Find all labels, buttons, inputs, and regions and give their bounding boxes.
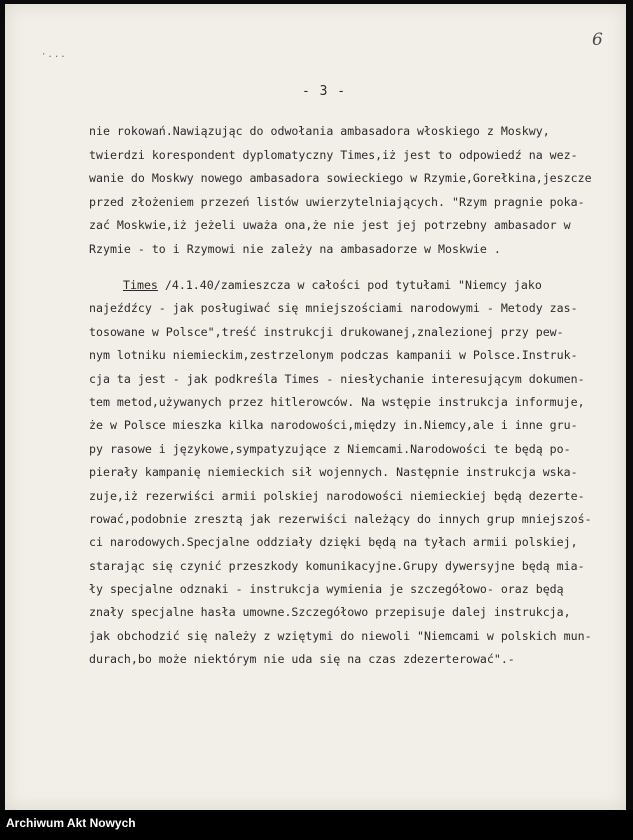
- archive-footer-bar: [0, 810, 633, 840]
- text-line: durach,bo może niektórym nie uda się na czas zdezerterować".-: [89, 652, 515, 667]
- handwritten-folio-number: 6: [592, 30, 603, 50]
- text-line: że w Polsce mieszka kilka narodowości,między in.Niemcy,ale i inne gru-: [89, 418, 578, 433]
- text-line: [89, 274, 609, 297]
- archive-label: Archiwum Akt Nowych: [6, 816, 136, 830]
- text-line: rować,podobnie zresztą jak rezerwiści należący do innych grup mniejszoś-: [89, 511, 592, 526]
- text-line: znały specjalne hasła umowne.Szczegółowo przepisuje dalej instrukcja,: [89, 605, 571, 620]
- text-line: cja ta jest - jak podkreśla Times - niesłychanie interesującym dokumen-: [89, 371, 585, 386]
- text-line: Rzymie - to i Rzymowi nie zależy na ambasadorze w Moskwie .: [89, 241, 501, 256]
- page-number: - 3 -: [302, 84, 347, 99]
- text-line: przed złożeniem przezeń listów uwierzytelniających. "Rzym pragnie poka-: [89, 194, 585, 209]
- first-line-text: /4.1.40/zamieszcza w całości pod tytułami "Niemcy jako: [157, 278, 542, 292]
- times-reference: Times: [123, 278, 158, 292]
- text-line: jak obchodzić się należy z wziętymi do niewoli "Niemcami w polskich mun-: [89, 628, 592, 643]
- text-line: starając się czynić przeszkody komunikacyjne.Grupy dywersyjne będą mia-: [89, 558, 585, 573]
- text-line: py rasowe i językowe,sympatyzujące z Niemcami.Narodowości te będą po-: [89, 441, 571, 456]
- corner-mark: ·...: [41, 50, 67, 60]
- paragraph-1: [89, 120, 609, 261]
- text-line: najeźdźcy - jak posługiwać się mniejszościami narodowymi - Metody zas-: [89, 301, 578, 316]
- paragraph-2: [89, 274, 609, 672]
- text-line: zuje,iż rezerwiści armii polskiej narodowości niemieckiej będą dezerte-: [89, 488, 585, 503]
- text-line: zać Moskwie,iż jeżeli uważa ona,że nie jest jej potrzebny ambasador w: [89, 218, 571, 232]
- text-line: wanie do Moskwy nowego ambasadora sowieckiego w Rzymie,Gorełkina,jeszcze: [89, 171, 592, 185]
- text-line: pierały kampanię niemieckich sił wojennych. Następnie instrukcja wska-: [89, 465, 578, 480]
- text-line: ły specjalne odznaki - instrukcja wymienia je szczegółowo- oraz będą: [89, 582, 564, 597]
- text-line: tosowane w Polsce",treść instrukcji drukowanej,znalezionej przy pew-: [89, 324, 564, 339]
- text-line: ci narodowych.Specjalne oddziały dzięki będą na tyłach armii polskiej,: [89, 535, 578, 550]
- text-line: tem metod,używanych przez hitlerowców. Na wstępie instrukcja informuje,: [89, 394, 585, 409]
- text-line: twierdzi korespondent dyplomatyczny Times,iż jest to odpowiedź na wez-: [89, 147, 578, 162]
- document-page: [5, 4, 626, 810]
- text-line: nie rokowań.Nawiązując do odwołania ambasadora włoskiego z Moskwy,: [89, 124, 550, 138]
- text-line: nym lotniku niemieckim,zestrzelonym podczas kampanii w Polsce.Instruk-: [89, 348, 578, 363]
